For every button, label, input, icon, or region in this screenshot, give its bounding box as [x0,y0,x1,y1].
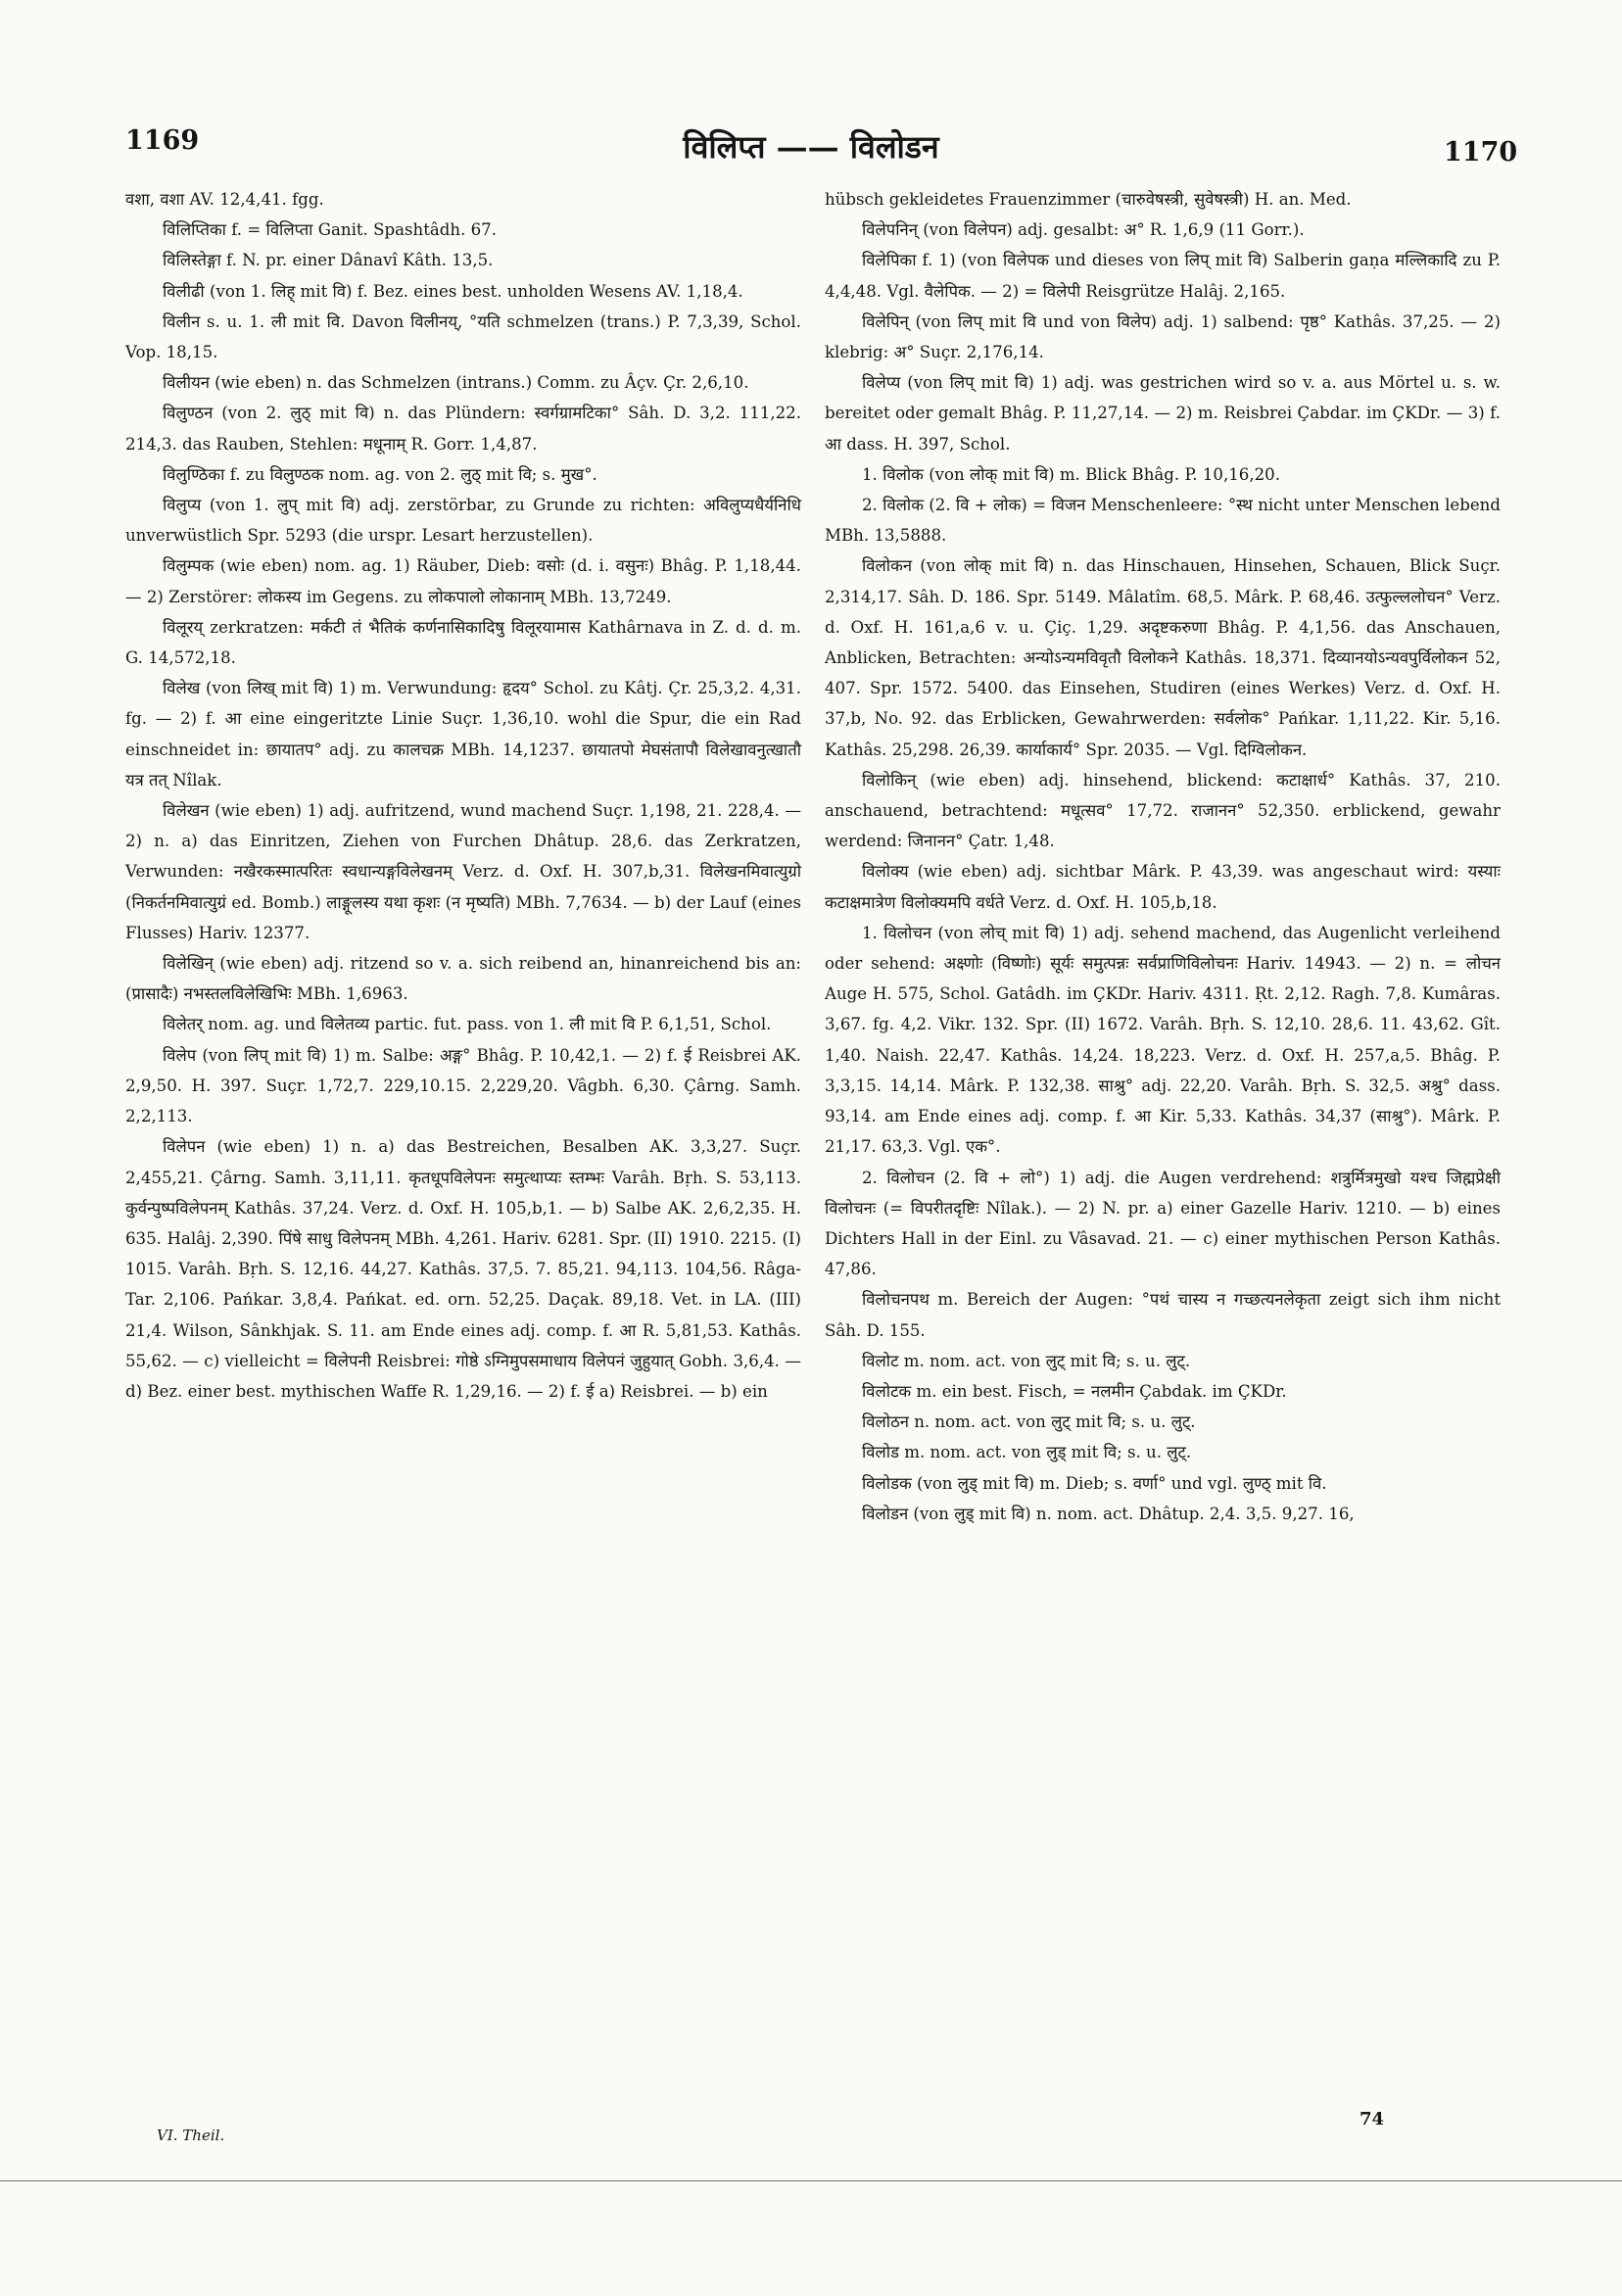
dictionary-entry: विलोक्य (wie eben) adj. sichtbar Mârk. P. 43,39. was angeschaut wird: यस्याः कटाक्षमात्रेण विलोक्यमपि वर्धते Verz. d. Oxf. H. 105,b,18. [825,862,1501,912]
dictionary-entry: विलेतर् nom. ag. und विलेतव्य partic. fut. pass. von 1. ली mit वि P. 6,1,51, Schol. [163,1015,772,1034]
dictionary-entry: विलेखिन् (wie eben) adj. ritzend so v. a. sich reibend an, hinanreichend bis an: (प्रासादैः) नभस्तलविलेखिभिः MBh. 1,6963. [125,954,801,1004]
dictionary-entry: 1. विलोक (von लोक् mit वि) m. Blick Bhâg. P. 10,16,20. [862,464,1281,484]
dictionary-entry: विलोठन n. nom. act. von लुट् mit वि; s. u. लुट्. [862,1412,1196,1432]
running-head: विलिप्त —— विलोडन [683,128,939,166]
dictionary-entry: 2. विलोचन (2. वि + लो°) 1) adj. die Augen verdrehend: शत्रुर्मित्रमुखो यश्च जिह्मप्रेक्षी विलोचनः (= विपरीतदृष्टिः Nîlak.). — 2) N. pr. a) einer Gazelle Hariv. 1210. — b) eines Dichters Hall in der Einl. zu Vâsavad. 21. — c) einer mythischen Person Kathâs. 47,86. [825,1168,1501,1279]
dictionary-entry: विलिप्तिका f. = विलिप्ता Ganit. Spashtâdh. 67. [163,220,498,240]
dictionary-entry: विलोकन (von लोक् mit वि) n. das Hinschauen, Hinsehen, Schauen, Blick Suçr. 2,314,17. Sâh. D. 186. Spr. 5149. Mâlatîm. 68,5. Mârk. P. 68,46. उत्फुल्ललोचन° Verz. d. Oxf. H. 161,a,6 v. u. Çiç. 1,29. अदृष्टकरुणा Bhâg. P. 4,1,56. das Anschauen, Anblicken, Betrachten: अन्योऽन्यमविवृतौ विलोकने Kathâs. 18,371. दिव्यानयोऽन्यवपुर्विलोकन 52, 407. Spr. 1572. 5400. das Einsehen, Studiren (eines Werkes) Verz. d. Oxf. H. 37,b, No. 92. das Erblicken, Gewahrwerden: सर्वलोक° Pańkar. 1,11,22. Kir. 5,16. Kathâs. 25,298. 26,39. कार्याकार्य° Spr. 2035. — Vgl. दिग्विलोकन. [825,556,1501,759]
dictionary-entry: विलूरय् zerkratzen: मर्कटी तं भैतिकं कर्णनासिकादिषु विलूरयामास Kathârnava in Z. d. d. m. G. 14,572,18. [125,617,801,668]
footer-rule [0,2180,1622,2181]
dictionary-entry: विलोडन (von लुड् mit वि) n. nom. act. Dhâtup. 2,4. 3,5. 9,27. 16, [862,1504,1355,1523]
dictionary-entry: विलोडक (von लुड् mit वि) m. Dieb; s. वर्णा° und vgl. लुण्ठ् mit वि. [862,1473,1327,1493]
dictionary-entry: 1. विलोचन (von लोच् mit वि) 1) adj. sehend machend, das Augenlicht verleihend oder sehend: अक्ष्णोः (विष्णोः) सूर्यः समुत्पन्नः सर्वप्राणिविलोचनः Hariv. 14943. — 2) n. = लोचन Auge H. 575, Schol. Gatâdh. im ÇKDr. Hariv. 4311. Ṛt. 2,12. Ragh. 7,8. Kumâras. 3,67. fg. 4,2. Vikr. 132. Spr. (II) 1672. Varâh. Bṛh. S. 12,10. 28,6. 11. 43,62. Gît. 1,40. Naish. 22,47. Kathâs. 14,24. 18,223. Verz. d. Oxf. H. 257,a,5. Bhâg. P. 3,3,15. 14,14. Mârk. P. 132,38. साश्रु° adj. 22,20. Varâh. Bṛh. S. 32,5. अश्रु° dass. 93,14. am Ende eines adj. comp. f. आ Kir. 5,33. Kathâs. 34,37 (साश्रु°). Mârk. P. 21,17. 63,3. Vgl. एक°. [825,923,1501,1157]
dictionary-entry: विलेख (von लिख् mit वि) 1) m. Verwundung: हृदय° Schol. zu Kâtj. Çr. 25,3,2. 4,31. fg. — 2) f. आ eine eingeritzte Linie Suçr. 1,36,10. wohl die Spur, die ein Rad einschneidet in: छायातप° adj. zu कालचक्र MBh. 14,1237. छायातपो मेघसंतापौ विलेखावनुत्खातौ यत्र तत् Nîlak. [125,679,801,789]
dictionary-entry: विलुण्ठिका f. zu विलुण्ठक nom. ag. von 2. लुठ् mit वि; s. मुख°. [163,464,597,484]
dictionary-entry: विलोचनपथ m. Bereich der Augen: °पथं चास्य न गच्छत्यनलेकृता zeigt sich ihm nicht Sâh. D. 155. [825,1290,1501,1340]
page-number-right: 1170 [1444,137,1518,167]
dictionary-entry: वशा, वशा AV. 12,4,41. fgg. [125,190,324,209]
page-header [0,0,1622,196]
dictionary-entry: विलोकिन् (wie eben) adj. hinsehend, blickend: कटाक्षार्ध° Kathâs. 37, 210. anschauend, betrachtend: मधूत्सव° 17,72. राजानन° 52,350. erblickend, gewahr werdend: जिनानन° Çatr. 1,48. [825,770,1501,851]
dictionary-entry: विलुम्पक (wie eben) nom. ag. 1) Räuber, Dieb: वसोः (d. i. वसुनः) Bhâg. P. 1,18,44. — 2) Zerstörer: लोकस्य im Gegens. zu लोकपालो लोकानाम् MBh. 13,7249. [125,556,801,606]
page-number-left: 1169 [125,125,200,156]
dictionary-entry: विलीयन (wie eben) n. das Schmelzen (intrans.) Comm. zu Âçv. Çr. 2,6,10. [163,373,749,393]
dictionary-entry: विलेपन (wie eben) 1) n. a) das Bestreichen, Besalben AK. 3,3,27. Suçr. 2,455,21. Çârng. Samh. 3,11,11. कृतधूपविलेपनः समुत्थाप्यः स्तम्भः Varâh. Bṛh. S. 53,113. कुर्वन्पुष्पविलेपनम् Kathâs. 37,24. Verz. d. Oxf. H. 105,b,1. — b) Salbe AK. 2,6,2,35. H. 635. Halâj. 2,390. पिंषे साधु विलेपनम् MBh. 4,261. Hariv. 6281. Spr. (II) 1910. 2215. (I) 1015. Varâh. Bṛh. S. 12,16. 44,27. Kathâs. 37,5. 7. 85,21. 94,113. 104,56. Râga-Tar. 2,106. Pańkar. 3,8,4. Pańkat. ed. orn. 52,25. Daçak. 89,18. Vet. in LA. (III) 21,4. Wilson, Sânkhjak. S. 11. am Ende eines adj. comp. f. आ R. 5,81,53. Kathâs. 55,62. — c) vielleicht = विलेपनी Reisbrei: गोष्ठे ऽग्निमुपसमाधाय विलेपनं जुहुयात् Gobh. 3,6,4. — d) Bez. einer best. mythischen Waffe R. 1,29,16. — 2) f. ई a) Reisbrei. — b) ein [125,1137,801,1401]
dictionary-entry: hübsch gekleidetes Frauenzimmer (चारुवेषस्त्री, सुवेषस्त्री) H. an. Med. [825,190,1352,209]
dictionary-entry: विलेपिन् (von लिप् mit वि und von विलेप) adj. 1) salbend: पृष्ठ° Kathâs. 37,25. — 2) klebrig: अ° Suçr. 2,176,14. [825,311,1501,362]
right-column [825,184,1501,1529]
dictionary-entry: विलेपनिन् (von विलेपन) adj. gesalbt: अ° R. 1,6,9 (11 Gorr.). [862,220,1305,240]
dictionary-entry: 2. विलोक (2. वि + लोक) = विजन Menschenleere: °स्थ nicht unter Menschen lebend MBh. 13,5888. [825,496,1501,546]
volume-note: VI. Theil. [157,2127,225,2144]
dictionary-entry: विलोट m. nom. act. von लुट् mit वि; s. u. लुट्. [862,1351,1191,1370]
dictionary-entry: विलेखन (wie eben) 1) adj. aufritzend, wund machend Suçr. 1,198, 21. 228,4. — 2) n. a) das Einritzen, Ziehen von Furchen Dhâtup. 28,6. das Zerkratzen, Verwunden: नखैरकस्मात्परितः स्वधान्यङ्गविलेखनम् Verz. d. Oxf. H. 307,b,31. विलेखनमिवात्युग्रो (निकर्तनमिवात्युग्रं ed. Bomb.) लाङ्गूलस्य यथा कृशः (न मृष्यति) MBh. 7,7634. — b) der Lauf (eines Flusses) Hariv. 12377. [125,801,801,942]
dictionary-entry: विलेप्य (von लिप् mit वि) 1) adj. was gestrichen wird so v. a. aus Mörtel u. s. w. bereitet oder gemalt Bhâg. P. 11,27,14. — 2) m. Reisbrei Çabdar. im ÇKDr. — 3) f. आ dass. H. 397, Schol. [825,373,1501,454]
left-column [125,184,801,1407]
dictionary-entry: विलेप (von लिप् mit वि) 1) m. Salbe: अङ्ग° Bhâg. P. 10,42,1. — 2) f. ई Reisbrei AK. 2,9,50. H. 397. Suçr. 1,72,7. 229,10.15. 2,229,20. Vâgbh. 6,30. Çârng. Samh. 2,2,113. [125,1045,801,1126]
dictionary-entry: विलीन s. u. 1. ली mit वि. Davon विलीनय्, °यति schmelzen (trans.) P. 7,3,39, Schol. Vop. 18,15. [125,311,801,362]
dictionary-entry: विलोटक m. ein best. Fisch, = नलमीन Çabdak. im ÇKDr. [862,1381,1287,1401]
dictionary-entry: विलीढी (von 1. लिह् mit वि) f. Bez. eines best. unholden Wesens AV. 1,18,4. [163,281,743,301]
dictionary-entry: विलुप्य (von 1. लुप् mit वि) adj. zerstörbar, zu Grunde zu richten: अविलुप्यधैर्यनिधि unverwüstlich Spr. 5293 (die urspr. Lesart herzustellen). [125,496,801,546]
dictionary-entry: विलुण्ठन (von 2. लुठ् mit वि) n. das Plündern: स्वर्गग्रामटिका° Sâh. D. 3,2. 111,22. 214,3. das Rauben, Stehlen: मधूनाम् R. Gorr. 1,4,87. [125,404,801,454]
dictionary-entry: विलिस्तेङ्गा f. N. pr. einer Dânavî Kâth. 13,5. [163,251,494,270]
signature-mark: 74 [1360,2109,1385,2129]
dictionary-entry: विलेपिका f. 1) (von विलेपक und dieses von लिप् mit वि) Salberin gaṇa मल्लिकादि zu P. 4,4,48. Vgl. वैलेपिक. — 2) = विलेपी Reisgrütze Halâj. 2,165. [825,251,1501,301]
dictionary-entry: विलोड m. nom. act. von लुड् mit वि; s. u. लुट्. [862,1443,1192,1462]
